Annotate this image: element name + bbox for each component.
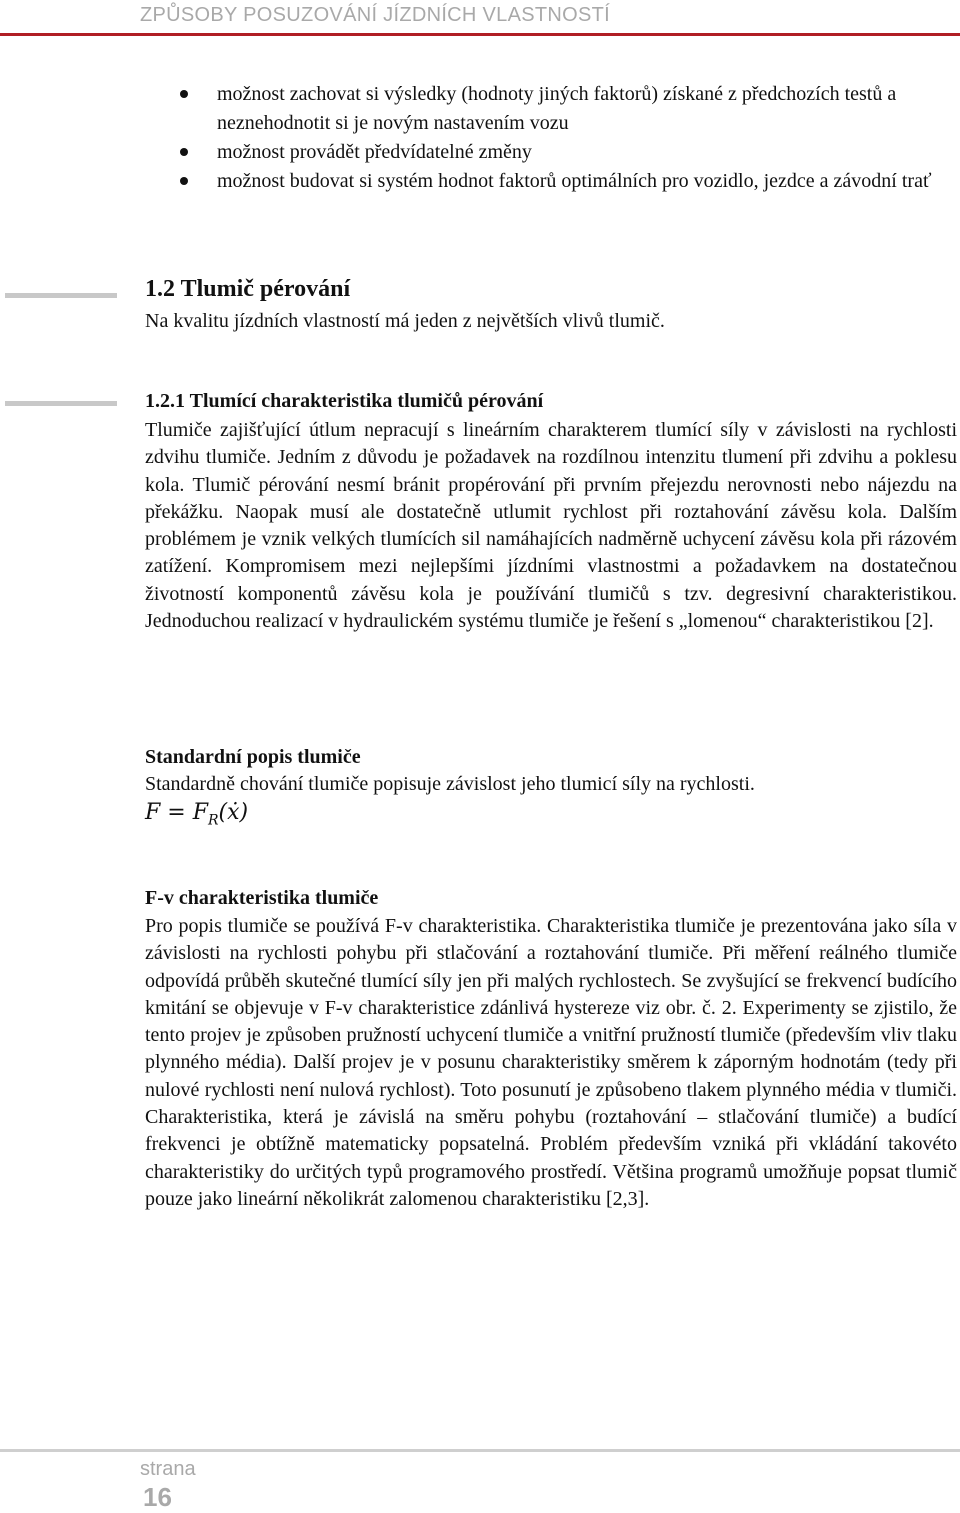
footer-divider bbox=[0, 1449, 960, 1452]
fv-heading: F-v charakteristika tlumiče bbox=[145, 887, 379, 909]
formula bbox=[145, 800, 248, 828]
fv-paragraph: Pro popis tlumiče se používá F-v charakteristika. Charakteristika tlumiče je prezentována jako síla v závislosti na rychlosti pohybu při stlačování a roztahování tlumiče. Při měření reálného tlumiče odpovídá průběh skutečné tlumící síly jen při malých rychlostech. Se zvyšující se frekvencí budícího kmitání se objevuje v F-v charakteristice zdánlivá hystereze viz obr. č. 2. Experimenty se zjistilo, že tento projev je způsoben pružností uchycení tlumiče a vnitřní pružností tlumiče (především vliv tlaku plynného média). Další projev je v posunu charakteristiky směrem k záporným hodnotám (tedy při nulové rychlosti není nulová rychlost). Toto posunutí je způsobeno tlakem plynného média v tlumiči. Charakteristika, která je závislá na směru pohybu (roztahování – stlačování tlumiče) a budící frekvenci je obtížně matematicky popsatelná. Problém především vzniká při vkládání takovéto charakteristiky do určitých typů programového prostředí. Většina programů umožňuje popsat tlumič pouze jako lineární několikrát zalomenou charakteristiku [2,3]. bbox=[145, 915, 957, 1210]
bullet-icon bbox=[180, 148, 188, 156]
bullet-list bbox=[180, 80, 960, 196]
section-lead-text: Na kvalitu jízdních vlastností má jeden z největších vlivů tlumič. bbox=[145, 310, 665, 332]
list-item bbox=[180, 138, 960, 167]
standard-text: Standardně chování tlumiče popisuje závislost jeho tlumicí síly na rychlosti. bbox=[145, 773, 755, 795]
section-marker bbox=[5, 293, 117, 298]
formula-lhs: F bbox=[145, 800, 161, 825]
subsection-paragraph: Tlumiče zajišťující útlum nepracují s lineárním charakterem tlumící síly v závislosti na rychlosti zdvihu tlumiče. Jedním z důvodu je požadavek na rozdílnou intenzitu tlumení při zdvihu a poklesu kola. Tlumič pérování nesmí bránit propérování při prvním přejezdu nerovnosti nebo nájezdu na překážku. Naopak musí ale dostatečně utlumit rychlost při roztahování závěsu kola. Dalším problémem je vznik velkých tlumících sil namáhajících nadměrně uchycení závěsu kola při rázovém zatížení. Kompromisem mezi nejlepšími jízdními vlastnostmi a požadavkem na dostatečnou životností komponentů závěsu kola je používání tlumičů s tzv. degresivní charakteristikou. Jednoduchou realizací v hydraulickém systému tlumiče je řešení s „lomenou“ charakteristikou [2]. bbox=[145, 419, 957, 633]
formula-equals: = bbox=[167, 800, 186, 825]
page-label: strana bbox=[140, 1458, 196, 1480]
header-divider bbox=[0, 33, 960, 36]
standard-heading: Standardní popis tlumiče bbox=[145, 746, 361, 768]
subsection-marker bbox=[5, 401, 117, 406]
list-item-text: možnost budovat si systém hodnot faktorů optimálních pro vozidlo, jezdce a závodní trať bbox=[217, 170, 932, 192]
subsection-heading: 1.2.1 Tlumící charakteristika tlumičů pérování bbox=[145, 390, 544, 412]
formula-subscript: R bbox=[207, 812, 219, 829]
list-item bbox=[180, 80, 960, 138]
bullet-icon bbox=[180, 90, 188, 98]
list-item-text: možnost provádět předvídatelné změny bbox=[217, 141, 532, 163]
list-item bbox=[180, 167, 960, 196]
formula-argument: (ẋ) bbox=[218, 800, 249, 825]
running-header-title: ZPŮSOBY POSUZOVÁNÍ JÍZDNÍCH VLASTNOSTÍ bbox=[140, 4, 610, 26]
page-number: 16 bbox=[143, 1482, 172, 1512]
formula-function: F bbox=[192, 800, 208, 825]
bullet-icon bbox=[180, 177, 188, 185]
section-heading: 1.2 Tlumič pérování bbox=[145, 276, 351, 302]
list-item-text: možnost zachovat si výsledky (hodnoty jiných faktorů) získané z předchozích testů a neznehodnotit si je novým nastavením vozu bbox=[217, 83, 897, 134]
